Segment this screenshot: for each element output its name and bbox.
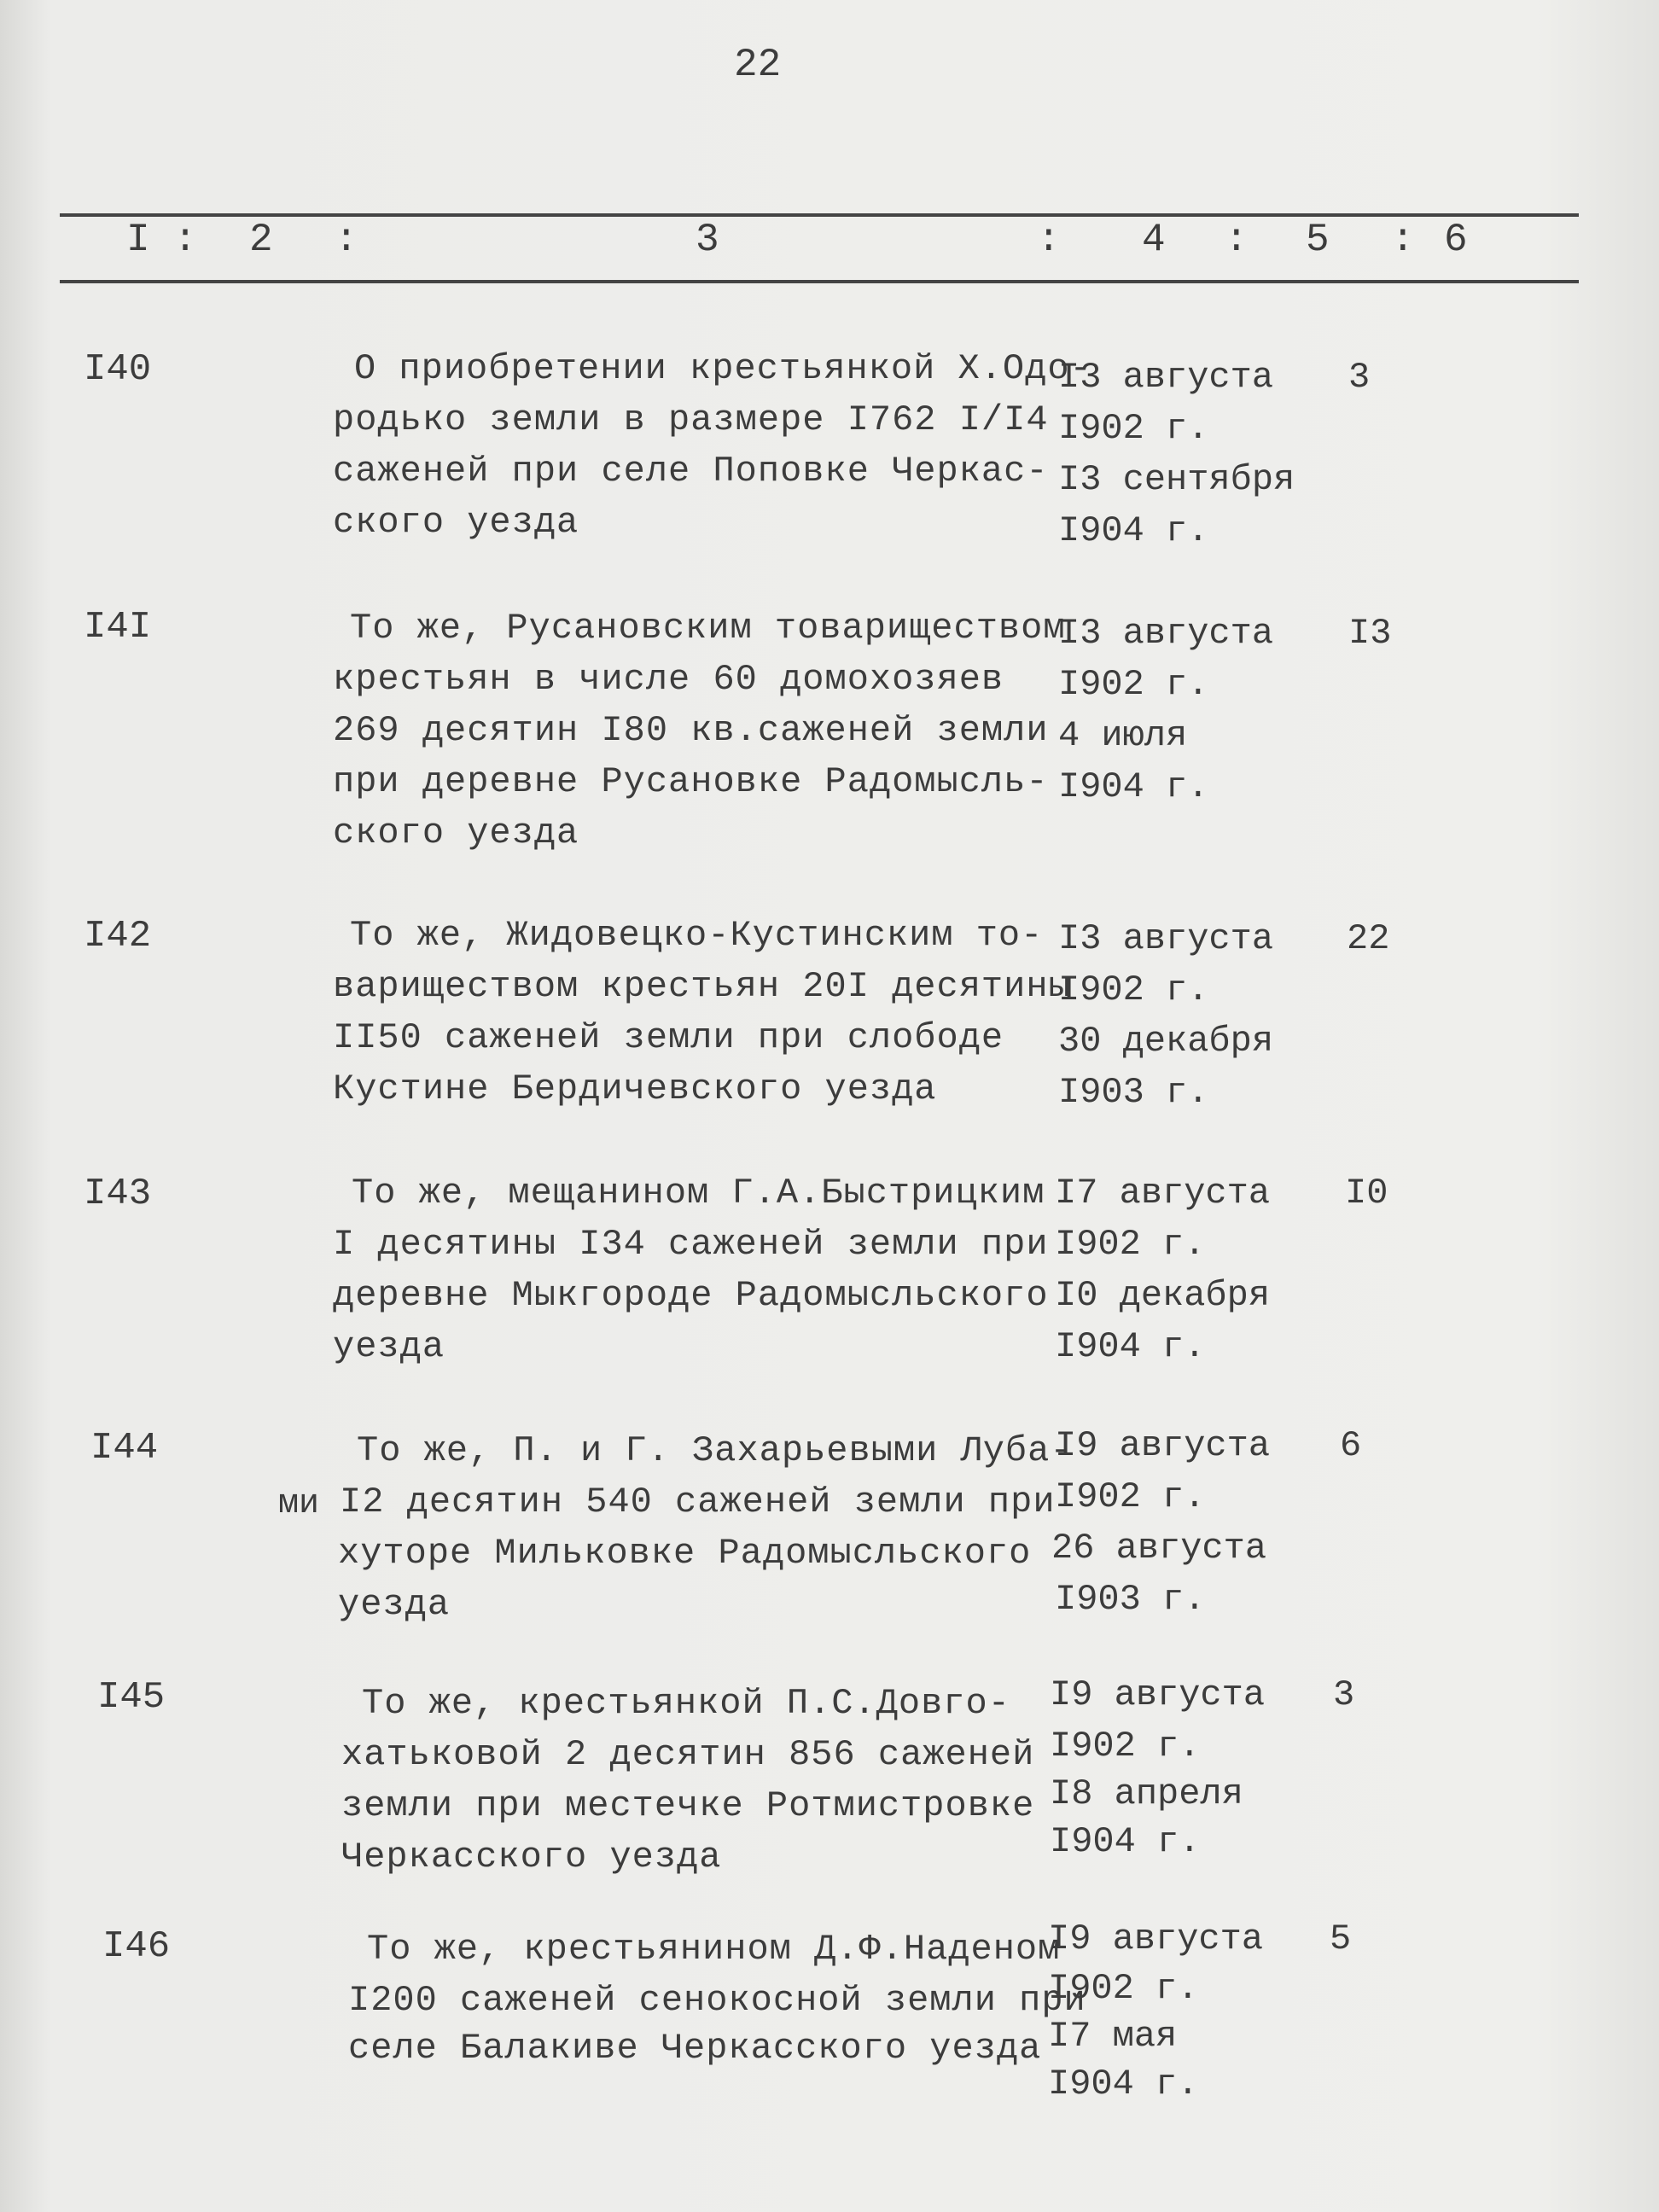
row-date-line: 26 августа <box>1051 1528 1267 1569</box>
row-text-line: II50 саженей земли при слободе <box>333 1017 1004 1058</box>
row-text-line: хуторе Мильковке Радомысльского <box>338 1533 1032 1574</box>
row-date-line: I0 декабря <box>1055 1275 1271 1316</box>
row-sheets: 22 <box>1347 918 1390 959</box>
row-text-line: селе Балакиве Черкасского уезда <box>348 2028 1042 2069</box>
row-text-line: саженей при селе Поповке Черкас- <box>333 451 1049 492</box>
row-text-line: крестьян в числе 60 домохозяев <box>333 659 1004 700</box>
row-sheets: 3 <box>1333 1674 1355 1715</box>
row-date-line: I904 г. <box>1048 2064 1199 2104</box>
row-date-line: I903 г. <box>1055 1579 1206 1620</box>
row-date-line: 4 июля <box>1058 715 1188 756</box>
row-date-line: I3 августа <box>1058 918 1274 959</box>
header-sep-5: : <box>1391 218 1415 262</box>
header-col-3: 3 <box>696 218 719 262</box>
row-text-line: 269 десятин I80 кв.саженей земли <box>333 710 1049 751</box>
row-number: I4I <box>84 606 152 649</box>
row-date-line: I7 мая <box>1048 2016 1178 2057</box>
row-text-line: при деревне Русановке Радомысль- <box>333 761 1049 802</box>
page-number: 22 <box>734 43 782 87</box>
header-col-4: 4 <box>1142 218 1166 262</box>
row-text-line: I2 десятин 540 саженей земли при <box>340 1481 1056 1522</box>
row-number: I45 <box>97 1676 166 1719</box>
row-number: I42 <box>84 915 152 958</box>
row-text-line: ского уезда <box>333 502 579 543</box>
row-date-line: I902 г. <box>1058 969 1209 1010</box>
header-col-6: 6 <box>1444 218 1468 262</box>
row-date-line: I3 августа <box>1058 357 1274 398</box>
row-date-line: I904 г. <box>1055 1326 1206 1367</box>
row-date-line: I902 г. <box>1055 1224 1206 1265</box>
row-date-line: I904 г. <box>1058 766 1209 807</box>
row-text-line: То же, Жидовецко-Кустинским то- <box>350 915 1044 956</box>
row-date-line: I8 апреля <box>1050 1773 1243 1814</box>
row-text-continuation: ми <box>278 1485 320 1523</box>
row-sheets: I0 <box>1345 1173 1388 1214</box>
row-date-line: I902 г. <box>1048 1968 1199 2009</box>
row-text-line: I десятины I34 саженей земли при <box>333 1224 1049 1265</box>
row-text-line: Кустине Бердичевского уезда <box>333 1068 937 1109</box>
row-number: I43 <box>84 1173 152 1215</box>
row-text-line: ского уезда <box>333 812 579 853</box>
header-sep-3: : <box>1037 218 1061 262</box>
row-text-line: вариществом крестьян 20I десятины <box>333 966 1071 1007</box>
row-number: I40 <box>84 348 152 391</box>
row-sheets: I3 <box>1348 613 1392 654</box>
row-text-line: То же, П. и Г. Захарьевыми Луба- <box>357 1430 1073 1471</box>
row-sheets: 5 <box>1330 1918 1352 1959</box>
row-text-line: уезда <box>338 1584 451 1625</box>
row-text-line: Черкасского уезда <box>341 1837 722 1877</box>
row-text-line: деревне Мыкгороде Радомысльского <box>333 1275 1049 1316</box>
row-number: I46 <box>102 1925 171 1968</box>
header-sep-2: : <box>335 218 358 262</box>
row-date-line: I904 г. <box>1058 510 1209 551</box>
header-col-2: 2 <box>249 218 273 262</box>
row-date-line: I902 г. <box>1055 1476 1206 1517</box>
header-top-rule <box>60 213 1579 217</box>
header-bottom-rule <box>60 280 1579 283</box>
row-sheets: 3 <box>1348 357 1371 398</box>
row-text-line: I200 саженей сенокосной земли при <box>348 1980 1086 2021</box>
row-text-line: родько земли в размере I762 I/I4 <box>333 399 1049 440</box>
row-text-line: То же, Русановским товариществом <box>350 608 1066 649</box>
row-date-line: I902 г. <box>1058 408 1209 449</box>
row-date-line: I3 августа <box>1058 613 1274 654</box>
row-text-line: уезда <box>333 1326 445 1367</box>
row-number: I44 <box>90 1427 159 1470</box>
row-text-line: То же, крестьянкой П.С.Довго- <box>362 1683 1010 1724</box>
row-text-line: хатьковой 2 десятин 856 саженей <box>341 1734 1035 1775</box>
row-text-line: земли при местечке Ротмистровке <box>341 1785 1035 1826</box>
row-date-line: I9 августа <box>1055 1425 1271 1466</box>
row-date-line: I902 г. <box>1050 1726 1201 1767</box>
row-sheets: 6 <box>1340 1425 1362 1466</box>
row-date-line: I9 августа <box>1048 1918 1264 1959</box>
row-date-line: 30 декабря <box>1058 1021 1274 1062</box>
row-date-line: I3 сентября <box>1058 459 1295 500</box>
row-text-line: То же, крестьянином Д.Ф.Наденом <box>367 1929 1061 1970</box>
row-text-line: О приобретении крестьянкой Х.Одо- <box>354 348 1092 389</box>
header-col-5: 5 <box>1306 218 1330 262</box>
header-col-1: I : <box>126 218 197 262</box>
row-date-line: I9 августа <box>1050 1674 1266 1715</box>
row-date-line: I902 г. <box>1058 664 1209 705</box>
row-date-line: I7 августа <box>1055 1173 1271 1214</box>
header-sep-4: : <box>1225 218 1249 262</box>
row-date-line: I903 г. <box>1058 1072 1209 1113</box>
row-text-line: То же, мещанином Г.А.Быстрицким <box>352 1173 1045 1214</box>
row-date-line: I904 г. <box>1050 1821 1201 1862</box>
